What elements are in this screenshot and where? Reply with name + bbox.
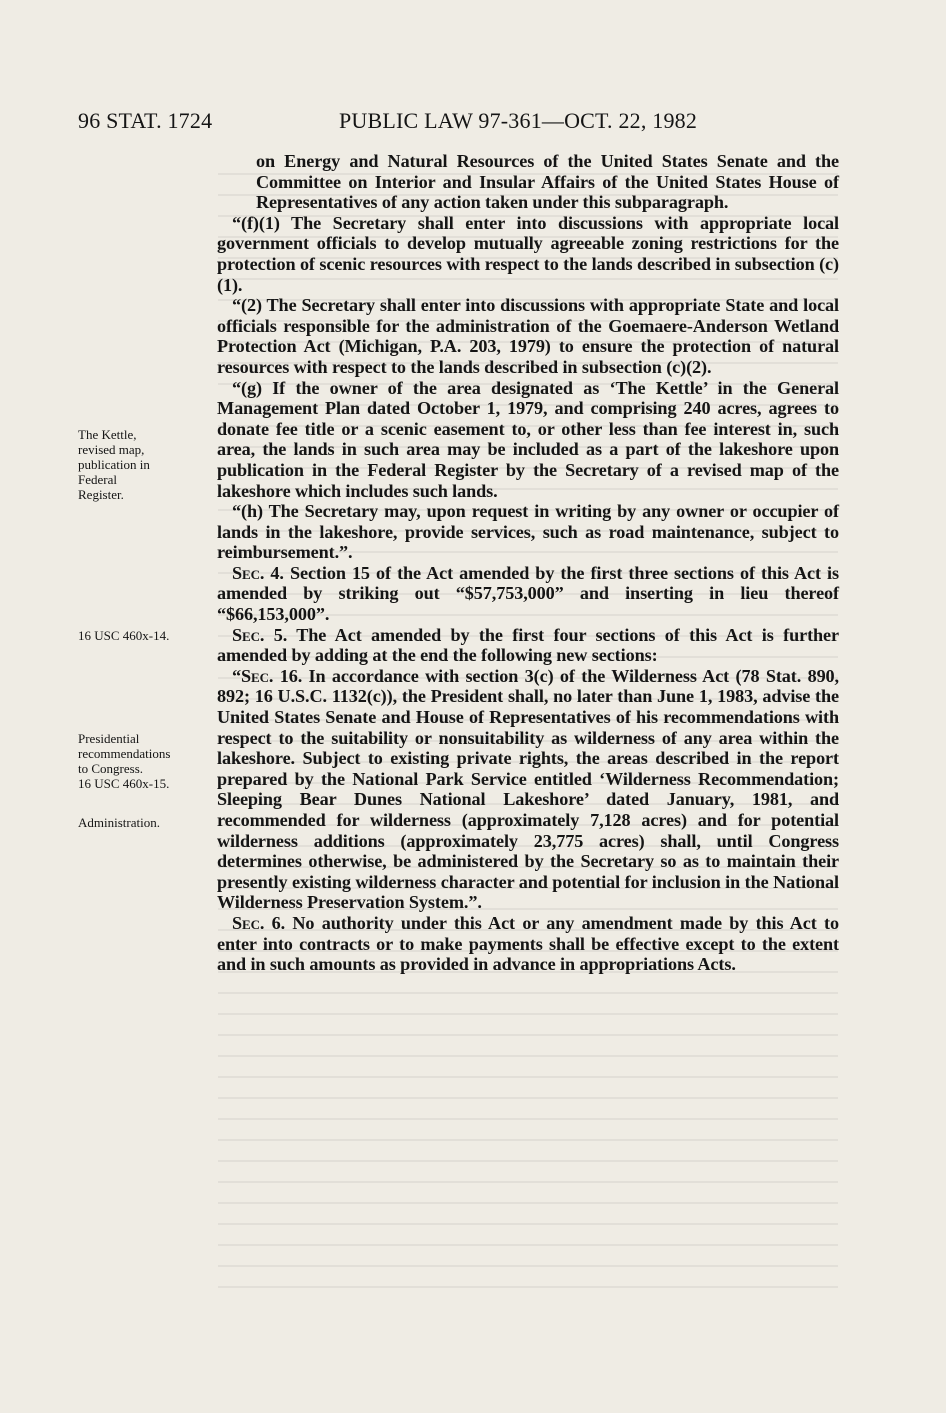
- paragraph-text: on Energy and Natural Resources of the United States Senate and the Committee on Interior and Insular Affairs of the United States House of Representatives of any action taken under this subparagraph.: [256, 151, 839, 213]
- paragraph-text: 6. No authority under this Act or any amendment made by this Act to enter into contracts or to make payments shall be effective except to the extent and in such amounts as provided in advance in appropriations Acts.: [217, 912, 839, 975]
- margin-note-administration: Administration.: [78, 815, 160, 830]
- paragraph-text: “(f)(1) The Secretary shall enter into discussions with appropriate local government officials to develop mutually agreeable zoning restrictions for the protection of scenic resources with respect to the lands described in subsection (c)(1).: [217, 212, 839, 295]
- paragraph-f1: [217, 213, 839, 295]
- paragraph-g: [217, 378, 839, 502]
- paragraph-f2: [217, 295, 839, 377]
- paragraph-text: “(h) The Secretary may, upon request in writing by any owner or occupier of lands in the lakeshore, provide services, such as road maintenance, subject to reimbursement.”.: [217, 501, 839, 563]
- section-lead: Sec.: [232, 624, 265, 645]
- paragraph-text: 16. In accordance with section 3(c) of the Wilderness Act (78 Stat. 890, 892; 16 U.S.C. 1132(c)), the President shall, no later than June 1, 1983, advise the United States Senate and House of Representatives of his recommendations with respect to the suitability or nonsuitability as wilderness of any area within the lakeshore. Subject to existing private rights, the areas described in the report prepared by the National Park Service entitled ‘Wilderness Recommendation; Sleeping Bear Dunes National Lakeshore’ dated January, 1981, and recommended for wilderness (approximately 7,128 acres) and for potential wilderness additions (approximately 23,775 acres) shall, until Congress determines otherwise, be administered by the Secretary so as to maintain their presently existing wilderness character and potential for inclusion in the National Wilderness Preservation System.”.: [217, 665, 839, 913]
- section-lead: Sec.: [232, 912, 265, 933]
- paragraph-text: 4. Section 15 of the Act amended by the first three sections of this Act is amended by striking out “$57,753,000” and inserting in lieu thereof “$66,153,000”.: [217, 562, 839, 625]
- paragraph-text: “(2) The Secretary shall enter into discussions with appropriate State and local officials responsible for the administration of the Goemaere-Anderson Wetland Protection Act (Michigan, P.A. 203, 1979) to ensure the protection of natural resources with respect to the lands described in subsection (c)(2).: [217, 295, 839, 377]
- section-6: [217, 913, 839, 975]
- section-4: [217, 563, 839, 625]
- paragraph-continuation: [217, 151, 839, 213]
- margin-note-presidential: Presidential recommendations to Congress. 16 USC 460x-15.: [78, 731, 171, 791]
- paragraph-h: [217, 501, 839, 563]
- margin-note-usc-460x-14: 16 USC 460x-14.: [78, 628, 170, 643]
- section-16: [217, 666, 839, 913]
- section-5: [217, 625, 839, 666]
- page-header: [78, 108, 838, 138]
- paragraph-text: “(g) If the owner of the area designated as ‘The Kettle’ in the General Management Plan dated October 1, 1979, and comprising 240 acres, agrees to donate fee title or a scenic easement to, or other less than fee interest in, such area, the lands in such area may be included as a part of the lakeshore upon publication in the Federal Register by the Secretary of a revised map of the lakeshore which includes such lands.: [217, 377, 839, 501]
- section-lead: Sec.: [232, 562, 265, 583]
- statute-citation: 96 STAT. 1724: [78, 108, 213, 133]
- law-title-date: PUBLIC LAW 97-361—OCT. 22, 1982: [339, 108, 698, 133]
- body-text: [217, 151, 839, 975]
- margin-note-kettle: The Kettle, revised map, publication in Federal Register.: [78, 427, 150, 502]
- paragraph-text: 5. The Act amended by the first four sections of this Act is further amended by adding at the end the following new sections:: [217, 624, 839, 666]
- section-lead: “Sec.: [232, 665, 274, 686]
